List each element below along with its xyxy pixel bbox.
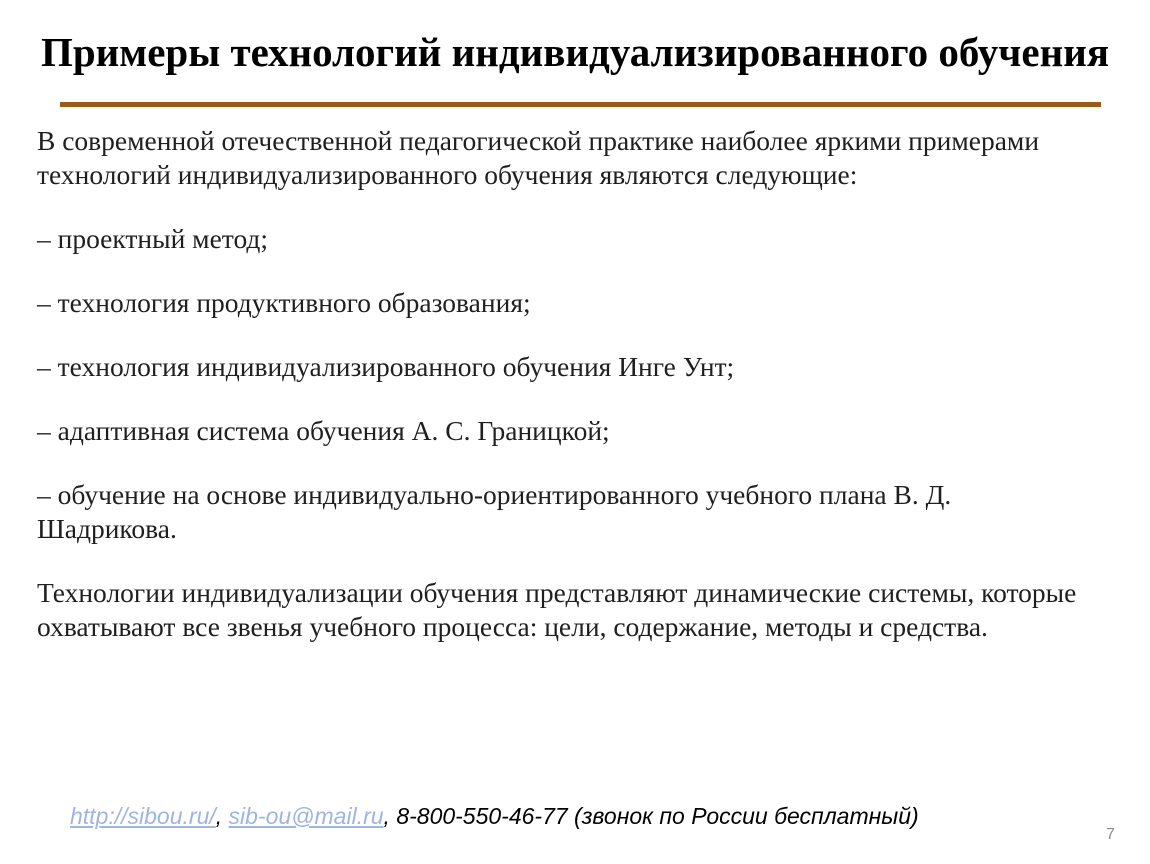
slide-body bbox=[37, 124, 1097, 644]
footer-separator: , bbox=[215, 803, 223, 829]
site-link[interactable]: http://sibou.ru/ bbox=[70, 803, 216, 829]
conclusion-paragraph: Технологии индивидуализации обучения представляют динамические системы, которые охватывают все звенья учебного процесса: цели, содержание, методы и средства. bbox=[37, 577, 1077, 642]
title-divider bbox=[60, 102, 1101, 107]
intro-paragraph: В современной отечественной педагогической практике наиболее яркими примерами технологий индивидуализированного обучения являются следующие: bbox=[37, 125, 1040, 190]
list-item-productive-education: – технология продуктивного образования; bbox=[37, 287, 531, 318]
list-item-project-method: – проектный метод; bbox=[37, 223, 269, 254]
page-number: 7 bbox=[1106, 826, 1115, 843]
footer-contacts bbox=[70, 800, 919, 832]
list-item-shadrikov: – обучение на основе индивидуально-ориентированного учебного плана В. Д. Шадрикова. bbox=[37, 479, 952, 544]
email-link[interactable]: sib-ou@mail.ru bbox=[228, 803, 384, 829]
list-item-inge-unt: – технология индивидуализированного обучения Инге Унт; bbox=[37, 351, 735, 382]
phone-text: , 8-800-550-46-77 (звонок по России бесплатный) bbox=[383, 803, 919, 829]
list-item-granitskaya: – адаптивная система обучения А. С. Границкой; bbox=[37, 415, 610, 446]
slide-title: Примеры технологий индивидуализированного обучения bbox=[40, 29, 1110, 75]
